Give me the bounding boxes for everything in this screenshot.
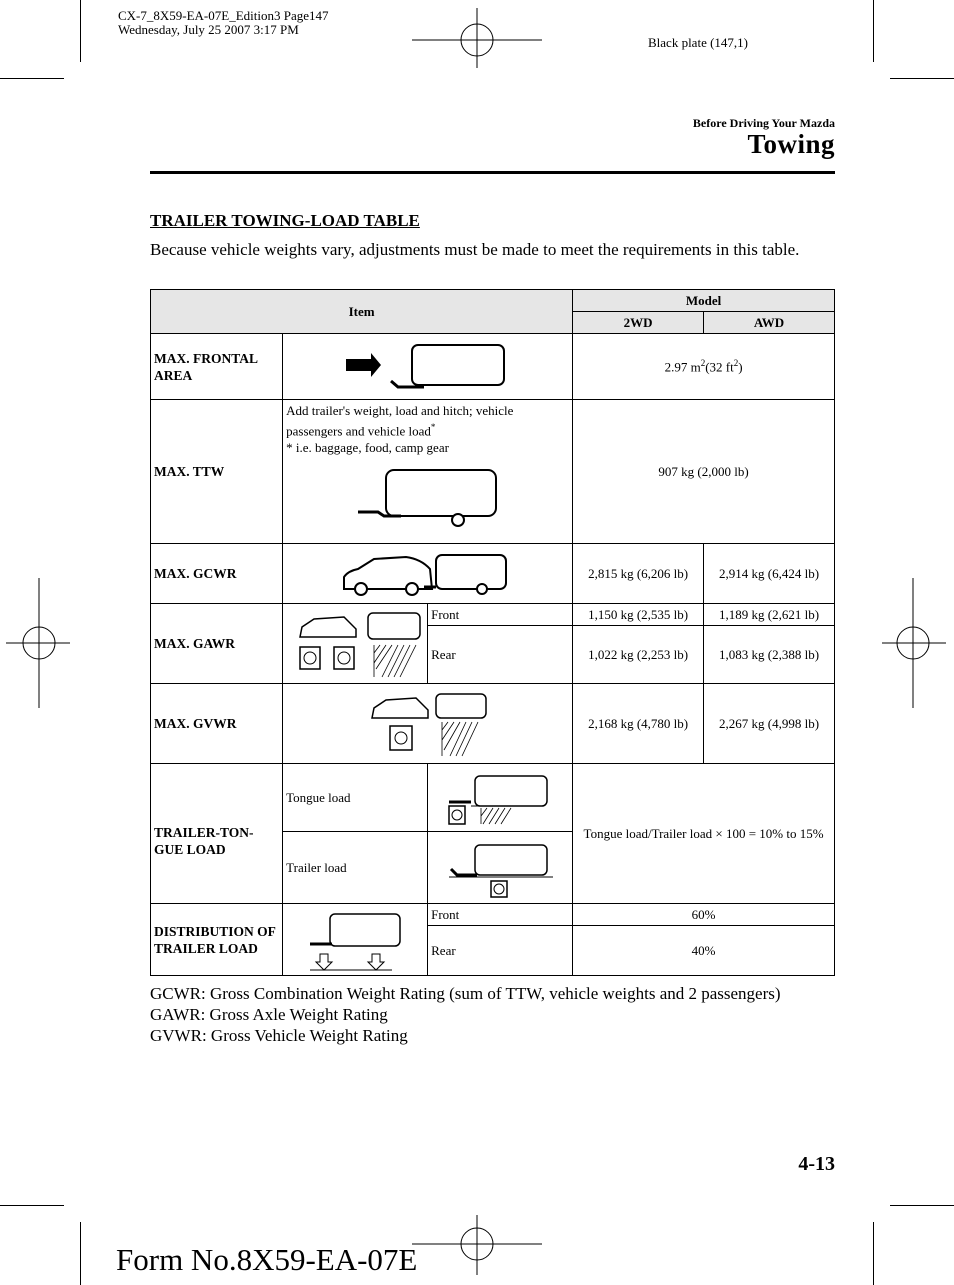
- gcwr-illustration: [283, 544, 573, 604]
- registration-mark-top: [412, 8, 542, 68]
- section-title: Before Driving Your Mazda: [692, 116, 835, 130]
- gvwr-awd-value: 2,267 kg (4,998 lb): [704, 684, 835, 764]
- tongue-load-illustration: [428, 764, 573, 832]
- plate-label: Black plate (147,1): [648, 35, 748, 50]
- row-label-distribution: DISTRIBUTION OF TRAILER LOAD: [151, 904, 283, 976]
- registration-mark-left: [6, 578, 70, 708]
- form-number: Form No.8X59-EA-07E: [116, 1242, 418, 1277]
- distribution-front-label: Front: [428, 904, 573, 926]
- definitions: [150, 983, 790, 1046]
- crop-mark: [890, 78, 954, 79]
- table-row: [151, 904, 835, 926]
- definition-gcwr: GCWR: Gross Combination Weight Rating (sum of TTW, vehicle weights and 2 passengers): [150, 984, 781, 1003]
- row-label-gawr: MAX. GAWR: [151, 604, 283, 684]
- tongue-load-formula: Tongue load/Trailer load × 100 = 10% to 15%: [573, 764, 835, 904]
- ttw-footnote: * i.e. baggage, food, camp gear: [286, 440, 449, 456]
- gcwr-2wd-value: 2,815 kg (6,206 lb): [573, 544, 704, 604]
- definition-gawr: GAWR: Gross Axle Weight Rating: [150, 1005, 388, 1024]
- gcwr-awd-value: 2,914 kg (6,424 lb): [704, 544, 835, 604]
- col-header-item: Item: [151, 290, 573, 334]
- page-number: 4-13: [798, 1153, 835, 1175]
- distribution-front-value: 60%: [573, 904, 835, 926]
- distribution-rear-value: 40%: [573, 926, 835, 976]
- table-row: [151, 400, 835, 544]
- frontal-area-value: 2.97 $m^2(32$ $ft^2$): [573, 334, 835, 400]
- gawr-front-2wd: 1,150 kg (2,535 lb): [573, 604, 704, 626]
- col-header-2wd: 2WD: [573, 312, 704, 334]
- col-header-model: Model: [573, 290, 835, 312]
- crop-mark: [890, 1205, 954, 1206]
- intro-paragraph: Because vehicle weights vary, adjustments must be made to meet the requirements in this table.: [150, 240, 800, 259]
- table-row: [151, 334, 835, 400]
- gawr-front-awd: 1,189 kg (2,621 lb): [704, 604, 835, 626]
- crop-mark: [80, 1222, 81, 1285]
- trailer-load-illustration: [428, 832, 573, 904]
- frontal-area-illustration: [283, 334, 573, 400]
- header-rule: [150, 171, 835, 174]
- distribution-illustration: [283, 904, 428, 976]
- crop-mark: [0, 78, 64, 79]
- crop-mark: [0, 1205, 64, 1206]
- row-label-ttw: MAX. TTW: [151, 400, 283, 544]
- registration-mark-bottom: [412, 1215, 542, 1275]
- row-label-gcwr: MAX. GCWR: [151, 544, 283, 604]
- row-label-tongue: TRAILER-TON-GUE LOAD: [151, 764, 283, 904]
- gawr-rear-label: Rear: [428, 626, 573, 684]
- gawr-rear-awd: 1,083 kg (2,388 lb): [704, 626, 835, 684]
- gvwr-2wd-value: 2,168 kg (4,780 lb): [573, 684, 704, 764]
- table-row: [151, 544, 835, 604]
- col-header-awd: AWD: [704, 312, 835, 334]
- crop-mark: [873, 0, 874, 62]
- tongue-load-label: Tongue load: [283, 764, 428, 832]
- gvwr-illustration: [283, 684, 573, 764]
- crop-mark: [873, 1222, 874, 1285]
- registration-mark-right: [882, 578, 946, 708]
- ttw-value: 907 kg (2,000 lb): [573, 400, 835, 544]
- gawr-front-label: Front: [428, 604, 573, 626]
- row-label-gvwr: MAX. GVWR: [151, 684, 283, 764]
- row-label-frontal: MAX. FRONTAL AREA: [151, 334, 283, 400]
- print-date-line: Wednesday, July 25 2007 3:17 PM: [118, 22, 299, 37]
- gawr-illustration: [283, 604, 428, 684]
- table-heading: TRAILER TOWING-LOAD TABLE: [150, 211, 420, 230]
- print-file-line: CX-7_8X59-EA-07E_Edition3 Page147: [118, 8, 329, 23]
- ttw-note-cell: Add trailer's weight, load and hitch; vehicle passengers and vehicle load* * i.e. baggage, food, camp gear: [283, 400, 573, 544]
- crop-mark: [80, 0, 81, 62]
- table-row: [151, 684, 835, 764]
- definition-gvwr: GVWR: Gross Vehicle Weight Rating: [150, 1026, 408, 1045]
- ttw-note: Add trailer's weight, load and hitch; vehicle passengers and vehicle load: [286, 403, 514, 439]
- trailer-illustration: [286, 456, 561, 528]
- trailer-load-label: Trailer load: [283, 832, 428, 904]
- towing-load-table: [150, 289, 835, 976]
- distribution-rear-label: Rear: [428, 926, 573, 976]
- page-title: Towing: [747, 129, 835, 159]
- table-row: [151, 604, 835, 626]
- table-row: [151, 764, 835, 832]
- gawr-rear-2wd: 1,022 kg (2,253 lb): [573, 626, 704, 684]
